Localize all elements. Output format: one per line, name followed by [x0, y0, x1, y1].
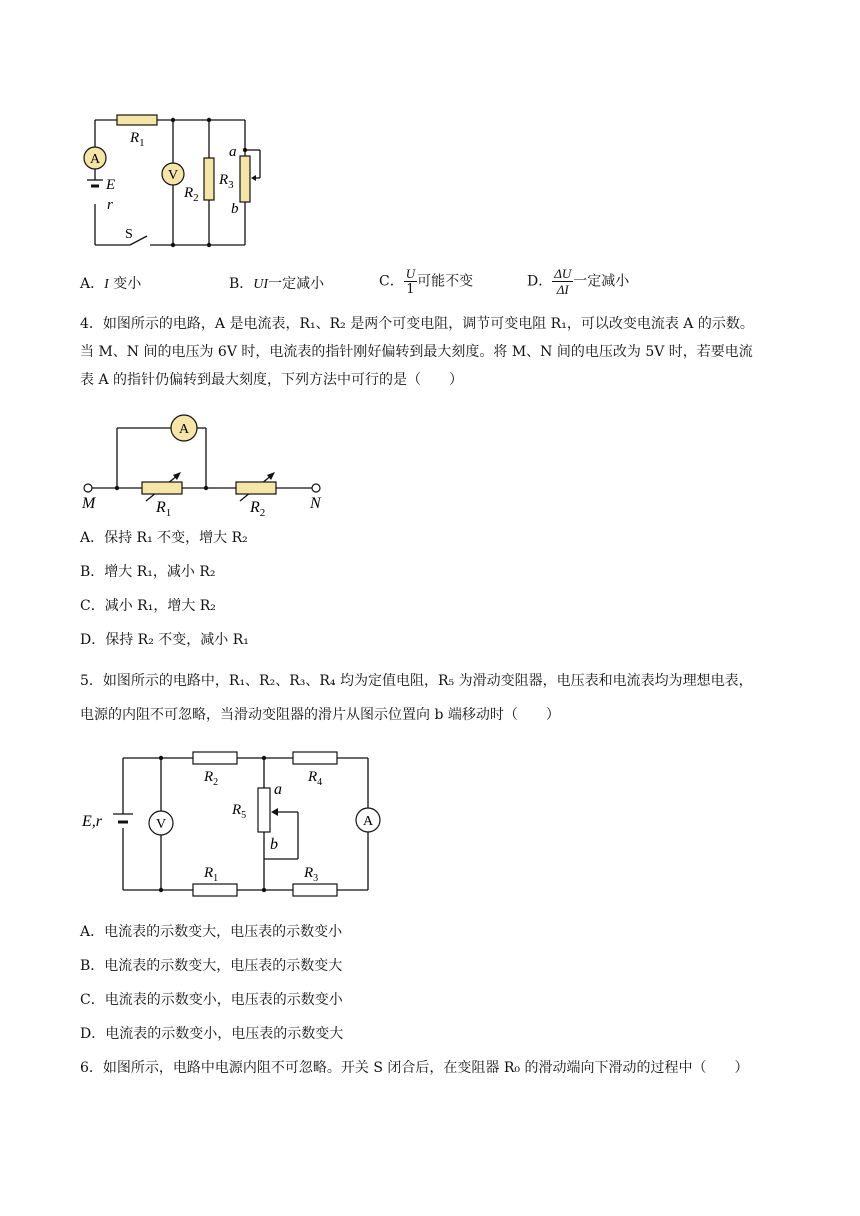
q5-voltmeter-label: V [155, 817, 167, 832]
q4-option-c[interactable]: C．减小 R₁，增大 R₂ [80, 598, 216, 614]
q4-option-a[interactable]: A．保持 R₁ 不变，增大 R₂ [80, 530, 248, 546]
q3-internal-resistance-label: r [107, 197, 113, 213]
q3-option-d-fraction: $\frac{\Delta U}{\Delta I}$ [554, 266, 572, 297]
q4-circuit-diagram [78, 408, 340, 520]
q4-r1-label: $R_1$ [156, 499, 172, 519]
q3-terminal-a-label: a [229, 144, 237, 160]
q5-r1-label: $R_1$ [204, 865, 219, 884]
q6-stem: 6．如图所示，电路中电源内阻不可忽略。开关 S 闭合后，在变阻器 R₀ 的滑动端向下滑动的过程中（ ） [80, 1060, 749, 1076]
q5-option-d[interactable]: D．电流表的示数变小，电压表的示数变大 [80, 1026, 344, 1042]
q3-voltmeter-label: V [167, 168, 179, 183]
q5-r3-label: $R_3$ [304, 865, 319, 884]
q3-emf-label: E [106, 177, 116, 193]
q4-option-b[interactable]: B．增大 R₁，减小 R₂ [80, 564, 216, 580]
q5-r4-label: $R_4$ [308, 769, 323, 788]
q3-option-a[interactable]: A．I 变小 [80, 276, 142, 292]
q3-switch-label: S [125, 227, 133, 242]
q5-r2-label: $R_2$ [204, 769, 219, 788]
q3-option-c[interactable]: C． $\frac{U}{1}$ 可能不变 [379, 266, 474, 297]
q3-option-d[interactable]: D． $\frac{\Delta U}{\Delta I}$ 一定减小 [527, 266, 630, 297]
q3-r2-label: $R_2$ [184, 185, 199, 204]
q5-option-a[interactable]: A．电流表的示数变大，电压表的示数变小 [80, 924, 343, 940]
q3-r3-label: $R_3$ [219, 172, 234, 191]
q4-option-d[interactable]: D．保持 R₂ 不变，减小 R₁ [80, 632, 249, 648]
q4-terminal-m-label: M [82, 495, 96, 512]
q5-terminal-b-label: b [270, 836, 278, 853]
q3-option-c-fraction: $\frac{U}{1}$ [405, 266, 416, 297]
q5-stem: 5．如图所示的电路中，R₁、R₂、R₃、R₄ 均为定值电阻，R₅ 为滑动变阻器，电压表和电流表均为理想电表， 电源的内阻不可忽略，当滑动变阻器的滑片从图示位置向 b 端移动时（ ） [80, 673, 753, 723]
q3-r1-label: $R_1$ [130, 130, 145, 149]
q5-ammeter-label: A [362, 814, 374, 829]
q5-r5-label: $R_5$ [232, 802, 247, 821]
q4-ammeter-label: A [178, 422, 190, 437]
q5-circuit-diagram [78, 742, 390, 904]
q3-terminal-b-label: b [231, 201, 239, 217]
q5-emf-label: E,r [82, 813, 102, 830]
q4-stem: 4．如图所示的电路，A 是电流表，R₁、R₂ 是两个可变电阻，调节可变电阻 R₁，可以改变电流表 A 的示数。 当 M、N 间的电压为 6V 时，电流表的指针刚好偏转到最大刻度。将 M、N 间的电压改为 5V 时，若要电流 表 A 的指针仍偏转到最大刻度，下列方法中可行的是（ ） [80, 316, 754, 388]
q5-option-c[interactable]: C．电流表的示数变小，电压表的示数变小 [80, 992, 343, 1008]
q3-circuit-diagram [70, 100, 290, 260]
q5-terminal-a-label: a [274, 781, 282, 798]
q3-ammeter-label: A [89, 152, 101, 167]
q4-r2-label: $R_2$ [250, 499, 266, 519]
q3-option-b[interactable]: B．UI一定减小 [229, 276, 325, 292]
q5-option-b[interactable]: B．电流表的示数变大，电压表的示数变大 [80, 958, 343, 974]
q4-terminal-n-label: N [310, 495, 321, 512]
